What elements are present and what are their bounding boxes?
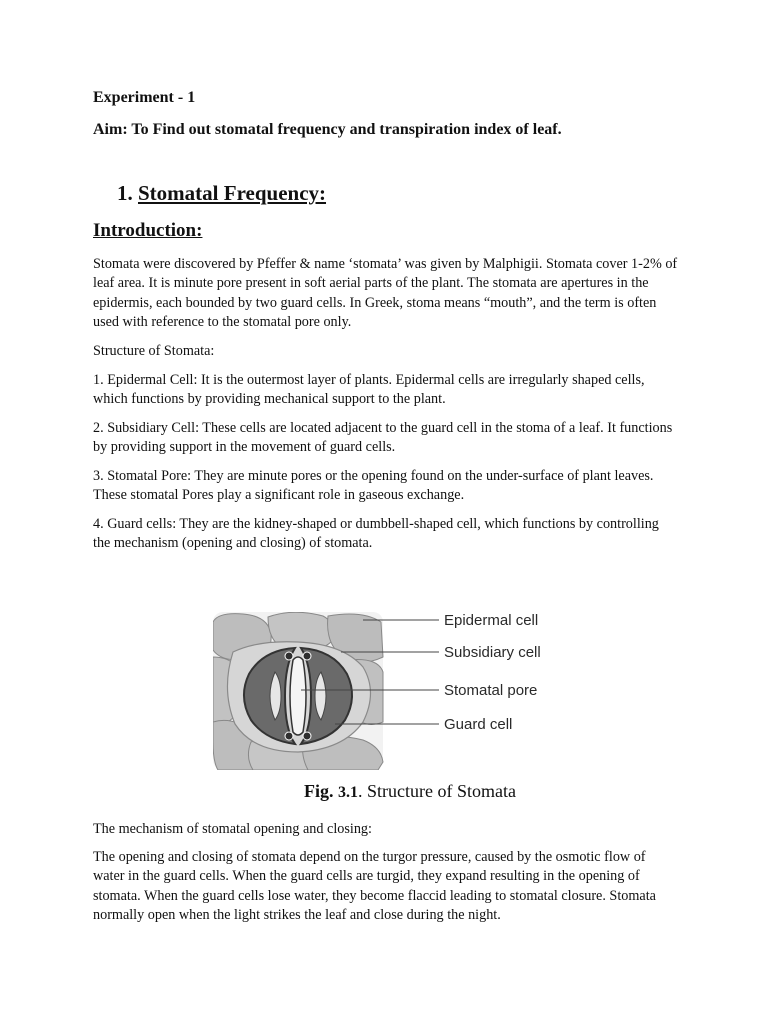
- mechanism-paragraph: The opening and closing of stomata depend on the turgor pressure, caused by the osmotic flow of water in the guard cells. When the guard cells are turgid, they expand resulting in the opening of stomata. When the guard cells lose water, they become flaccid leading to stomatal closure. Stomata normally open when the light strikes the leaf and close during the night.: [93, 849, 656, 923]
- structure-label: Structure of Stomata:: [93, 343, 215, 359]
- section-number: 1.: [117, 181, 133, 205]
- section-title: Stomatal Frequency:: [138, 181, 327, 205]
- figure-caption: [0, 781, 768, 802]
- section-heading: [117, 181, 326, 206]
- caption-fig-number: 3.1: [338, 784, 359, 801]
- label-epidermal-cell: Epidermal cell: [444, 612, 539, 629]
- structure-item-guard: 4. Guard cells: They are the kidney-shaped or dumbbell-shaped cell, which functions by controlling the mechanism (opening and closing) of stomata.: [93, 516, 659, 552]
- caption-text: . Structure of Stomata: [358, 781, 516, 801]
- label-subsidiary-cell: Subsidiary cell: [444, 644, 541, 661]
- mechanism-label: The mechanism of stomatal opening and closing:: [93, 821, 372, 837]
- introduction-heading: Introduction:: [93, 220, 203, 241]
- label-guard-cell: Guard cell: [444, 716, 513, 733]
- stomata-diagram: [213, 612, 553, 770]
- structure-item-epidermal: 1. Epidermal Cell: It is the outermost layer of plants. Epidermal cells are irregularly shaped cells, which functions by providing mechanical support to the plant.: [93, 372, 645, 408]
- intro-paragraph: Stomata were discovered by Pfeffer & name ‘stomata’ was given by Malphigii. Stomata cover 1-2% of leaf area. It is minute pore present in soft aerial parts of the plant. The stomata are apertures in the epidermis, each bounded by two guard cells. In Greek, stoma means “mouth”, and the term is often used with reference to the stomatal pore only.: [93, 256, 678, 330]
- epidermal-cells-illustration: [213, 612, 383, 770]
- label-stomatal-pore: Stomatal pore: [444, 682, 538, 699]
- experiment-title: Experiment - 1: [93, 89, 196, 106]
- caption-fig-word: Fig.: [304, 781, 334, 801]
- aim-statement: Aim: To Find out stomatal frequency and transpiration index of leaf.: [93, 121, 562, 138]
- structure-item-subsidiary: 2. Subsidiary Cell: These cells are located adjacent to the guard cell in the stoma of a leaf. It functions by providing support in the movement of guard cells.: [93, 420, 673, 456]
- structure-item-pore: 3. Stomatal Pore: They are minute pores or the opening found on the under-surface of plant leaves. These stomatal Pores play a significant role in gaseous exchange.: [93, 468, 654, 504]
